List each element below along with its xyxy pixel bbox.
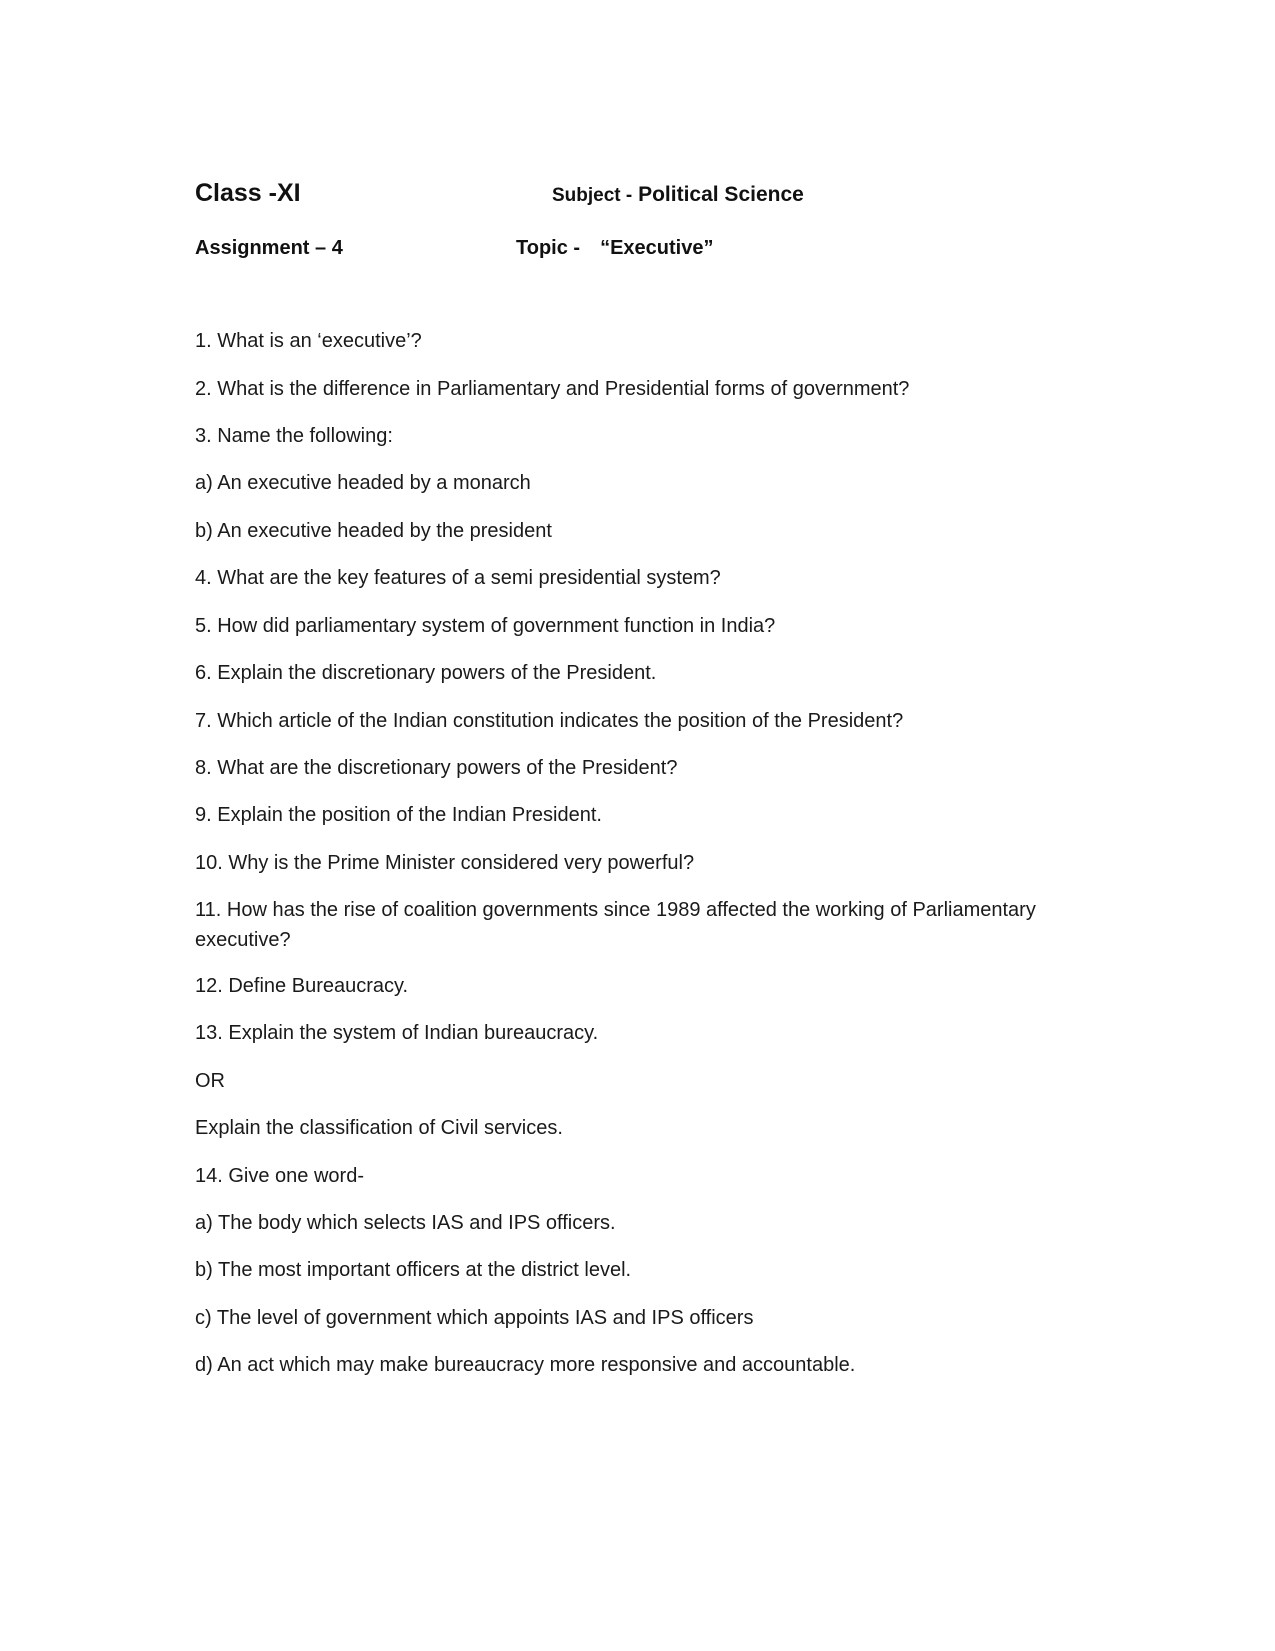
question-7: 7. Which article of the Indian constitution indicates the position of the President?	[195, 710, 904, 732]
question-14-part-b: b) The most important officers at the district level.	[195, 1259, 632, 1281]
question-10: 10. Why is the Prime Minister considered very powerful?	[195, 852, 695, 874]
or-separator: OR	[195, 1070, 225, 1092]
question-9: 9. Explain the position of the Indian President.	[195, 804, 602, 826]
question-1: 1. What is an ‘executive’?	[195, 330, 422, 352]
question-3-part-b: b) An executive headed by the president	[195, 520, 552, 542]
subject-heading	[552, 183, 804, 207]
question-4: 4. What are the key features of a semi presidential system?	[195, 567, 721, 589]
question-6: 6. Explain the discretionary powers of the President.	[195, 662, 657, 684]
question-14: 14. Give one word-	[195, 1165, 364, 1187]
question-3: 3. Name the following:	[195, 425, 393, 447]
topic-label: Topic -	[516, 237, 581, 259]
topic-heading	[516, 237, 713, 260]
question-12: 12. Define Bureaucracy.	[195, 975, 409, 997]
subject-value: Political Science	[638, 183, 804, 206]
question-8: 8. What are the discretionary powers of the President?	[195, 757, 678, 779]
question-14-part-d: d) An act which may make bureaucracy more responsive and accountable.	[195, 1354, 856, 1376]
question-14-part-a: a) The body which selects IAS and IPS officers.	[195, 1212, 616, 1234]
class-title: Class -XI	[195, 179, 301, 207]
subject-label: Subject -	[552, 185, 633, 206]
question-14-part-c: c) The level of government which appoints IAS and IPS officers	[195, 1307, 754, 1329]
assignment-number: Assignment – 4	[195, 237, 343, 259]
topic-value: “Executive”	[600, 237, 714, 259]
question-13: 13. Explain the system of Indian bureaucracy.	[195, 1022, 599, 1044]
question-3-part-a: a) An executive headed by a monarch	[195, 472, 531, 494]
question-11: 11. How has the rise of coalition governments since 1989 affected the working of Parliamentary executive?	[195, 899, 1036, 951]
question-13-alternative: Explain the classification of Civil services.	[195, 1117, 563, 1139]
question-5: 5. How did parliamentary system of government function in India?	[195, 615, 776, 637]
question-2: 2. What is the difference in Parliamentary and Presidential forms of government?	[195, 378, 910, 400]
